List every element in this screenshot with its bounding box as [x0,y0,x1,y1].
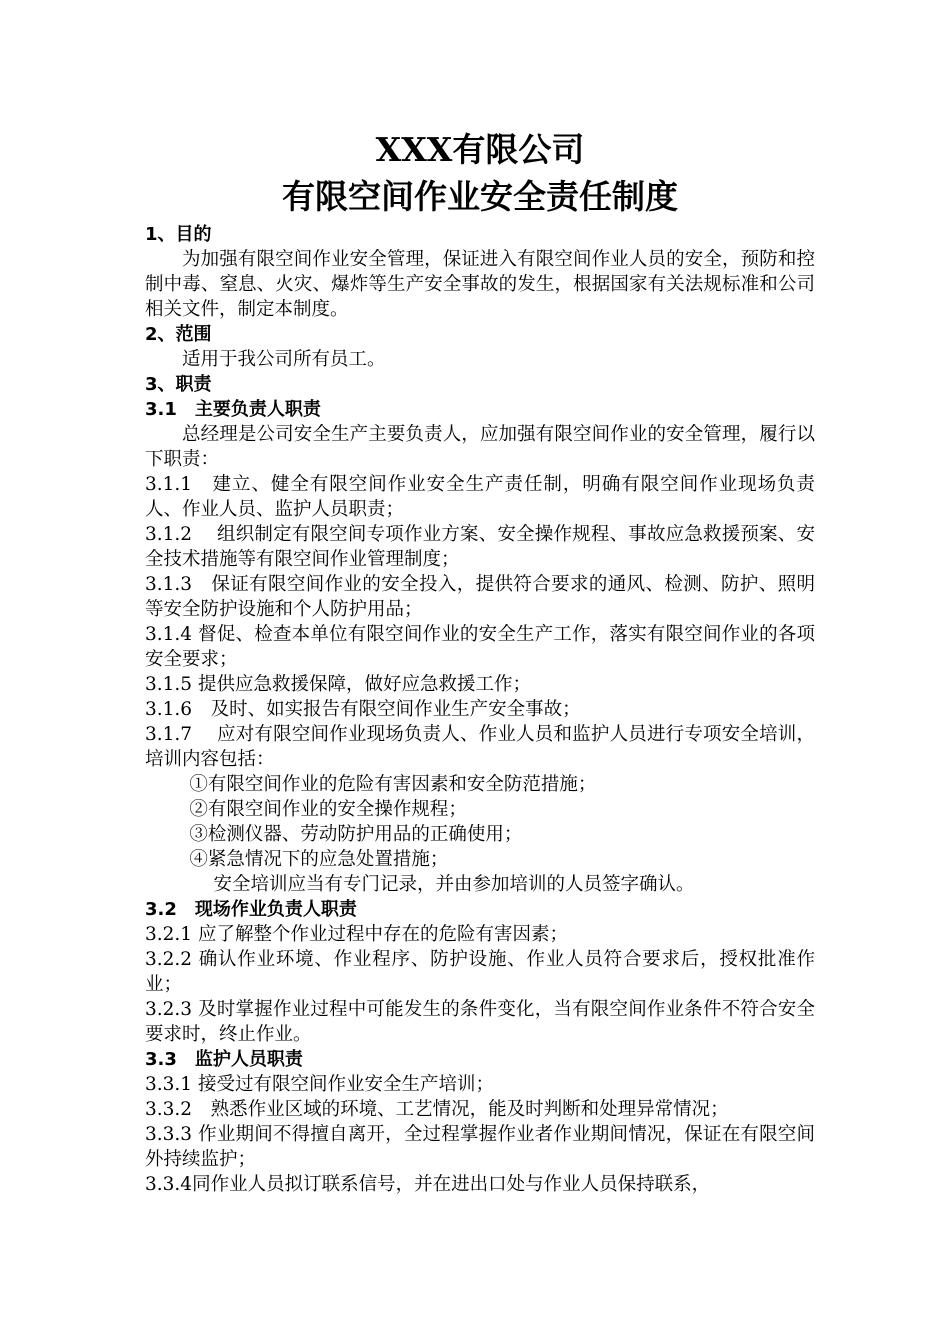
section-3-3-heading: 3.3 监护人员职责 [145,1049,303,1070]
section-1-body: 为加强有限空间作业安全管理，保证进入有限空间作业人员的安全，预防和控制中毒、窒息、火灾、爆炸等生产安全事故的发生，根据国家有关法规标准和公司相关文件，制定本制度。 [145,249,815,320]
clause-3-1-2: 3.1.2 组织制定有限空间专项作业方案、安全操作规程、事故应急救援预案、安全技术措施等有限空间作业管理制度； [145,524,815,570]
training-item: ①有限空间作业的危险有害因素和安全防范措施； [189,774,597,795]
clause-3-1-1: 3.1.1 建立、健全有限空间作业安全生产责任制，明确有限空间作业现场负责人、作业人员、监护人员职责； [145,474,815,520]
clause-3-1-6: 3.1.6 及时、如实报告有限空间作业生产安全事故； [145,699,581,720]
training-item: ②有限空间作业的安全操作规程； [189,799,467,820]
section-1-heading: 1、目的 [145,224,212,245]
clause-3-2-3: 3.2.3 及时掌握作业过程中可能发生的条件变化，当有限空间作业条件不符合安全要求时，终止作业。 [145,999,815,1045]
clause-3-1-3: 3.1.3 保证有限空间作业的安全投入，提供符合要求的通风、检测、防护、照明等安全防护设施和个人防护用品； [145,574,815,620]
document-page [145,128,815,1197]
training-item: ③检测仪器、劳动防护用品的正确使用； [189,824,523,845]
section-3-2-heading: 3.2 现场作业负责人职责 [145,899,357,920]
document-title: 有限空间作业安全责任制度 [282,177,678,216]
clause-3-2-2: 3.2.2 确认作业环境、作业程序、防护设施、作业人员符合要求后，授权批准作业； [145,949,815,995]
section-2-body: 适用于我公司所有员工。 [182,349,386,370]
clause-3-1-7: 3.1.7 应对有限空间作业现场负责人、作业人员和监护人员进行专项安全培训，培训内容包括： [145,724,815,770]
clause-3-3-1: 3.3.1 接受过有限空间作业安全生产培训； [145,1074,494,1095]
clause-3-1-5: 3.1.5 提供应急救援保障，做好应急救援工作； [145,674,531,695]
clause-3-3-3: 3.3.3 作业期间不得擅自离开，全过程掌握作业者作业期间情况，保证在有限空间外持续监护； [145,1124,815,1170]
clause-3-2-1: 3.2.1 应了解整个作业过程中存在的危险有害因素； [145,924,568,945]
training-item: ④紧急情况下的应急处置措施； [189,849,449,870]
clause-3-3-2: 3.3.2 熟悉作业区域的环境、工艺情况，能及时判断和处理异常情况； [145,1099,729,1120]
section-3-1-intro: 总经理是公司安全生产主要负责人，应加强有限空间作业的安全管理，履行以下职责： [145,424,815,470]
clause-3-3-4: 3.3.4同作业人员拟订联系信号，并在进出口处与作业人员保持联系， [145,1174,711,1195]
training-record-note: 安全培训应当有专门记录，并由参加培训的人员签字确认。 [213,874,695,895]
section-3-1-heading: 3.1 主要负责人职责 [145,399,321,420]
company-title: XXX有限公司 [375,130,585,169]
section-2-heading: 2、范围 [145,324,212,345]
section-3-heading: 3、职责 [145,374,212,395]
clause-3-1-4: 3.1.4 督促、检查本单位有限空间作业的安全生产工作，落实有限空间作业的各项安全要求； [145,624,815,670]
